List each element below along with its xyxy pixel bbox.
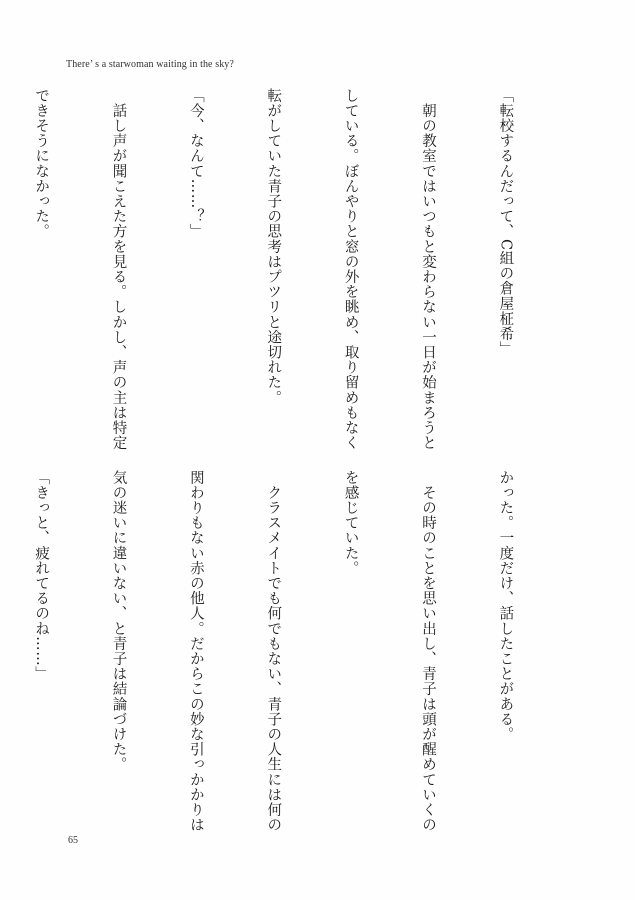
text-line: を感じていた。: [342, 470, 359, 576]
text-line: している。ぼんやりと窓の外を眺め、取り留めもなく: [342, 88, 359, 451]
text-line: 転がしていた青子の思考はプツリと途切れた。: [265, 88, 282, 406]
text-line: クラスメイトでも何でもない、青子の人生には何の: [265, 470, 282, 833]
text-line: 「きっと、疲れてるのね……」: [33, 470, 50, 682]
text-line: 「転校するんだって、C組の倉屋柾希」: [497, 88, 514, 357]
page-number: 65: [68, 835, 78, 846]
text-line: 気の迷いに違いない、と青子は結論づけた。: [110, 470, 127, 772]
text-line: かった。一度だけ、話したことがある。: [497, 470, 514, 742]
lower-text-block: [0, 470, 569, 833]
text-line: その時のことを思い出し、青子は頭が醒めていくの: [420, 470, 437, 833]
text-line: できそうになかった。: [33, 88, 50, 239]
text-line: 話し声が聞こえた方を見る。しかし、声の主は特定: [110, 88, 127, 451]
running-header: There’ s a starwoman waiting in the sky?: [66, 59, 234, 70]
text-line: 関わりもない赤の他人。だからこの妙な引っかかりは: [187, 470, 204, 833]
upper-text-block: [0, 88, 569, 451]
text-line: 「今、なんて……？」: [187, 88, 204, 239]
text-line: 朝の教室ではいつもと変わらない一日が始まろうと: [420, 88, 437, 451]
